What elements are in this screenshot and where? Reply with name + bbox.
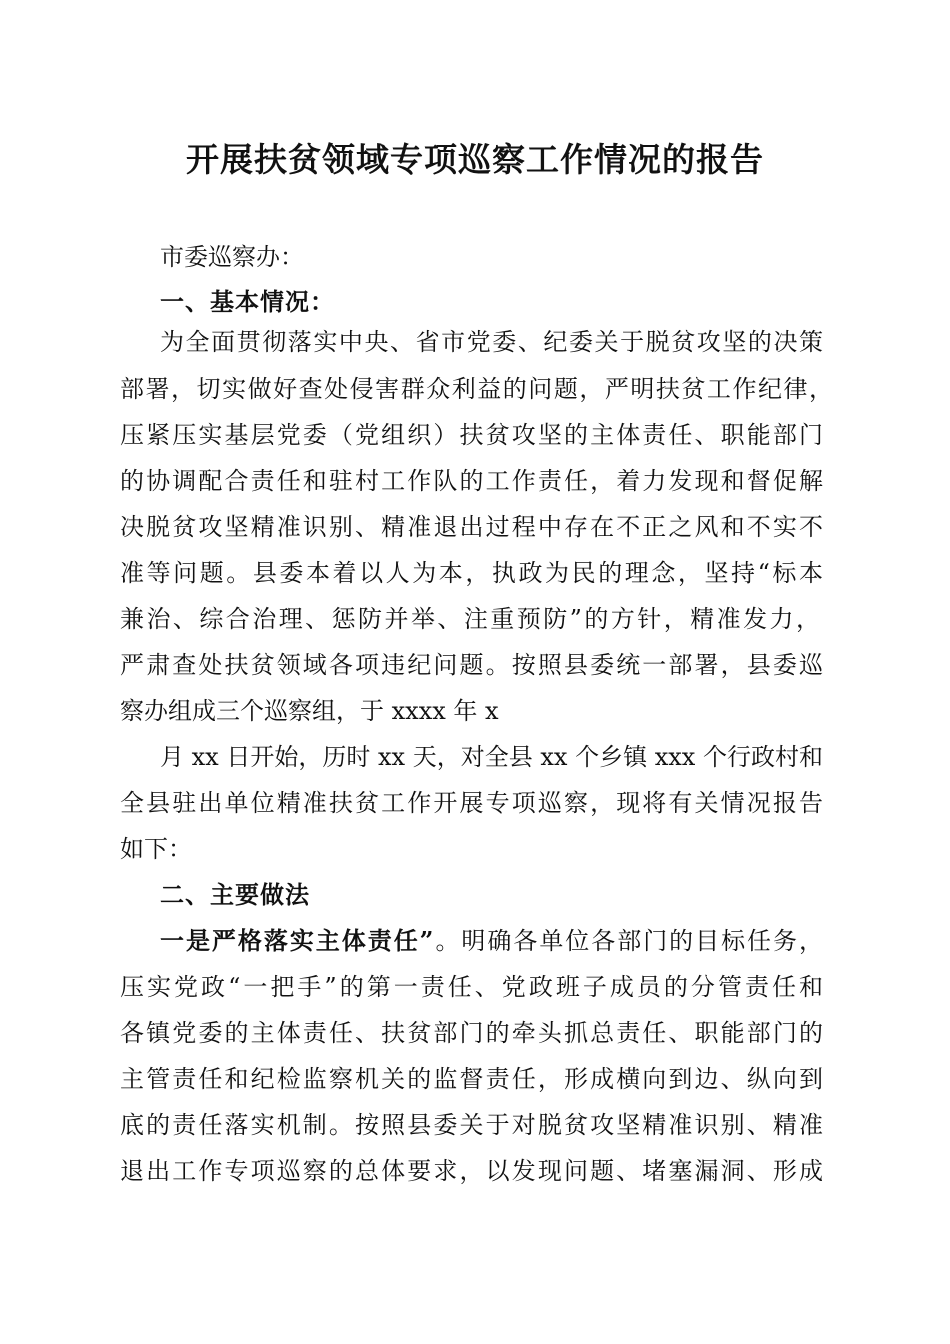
section1-para1-line: 察办组成三个巡察组，于 xxxx 年 x bbox=[120, 697, 499, 725]
section1-para2-line: 月 xx 日开始，历时 xx 天，对全县 xx 个乡镇 xxx 个行政村和 bbox=[160, 743, 823, 771]
section1-para2-line: 全县驻出单位精准扶贫工作开展专项巡察，现将有关情况报告 bbox=[120, 789, 823, 817]
section2-lead-rest: 。明确各单位各部门的目标任务， bbox=[433, 927, 823, 955]
section2-para1-line: 压实党政“一把手”的第一责任、党政班子成员的分管责任和 bbox=[120, 973, 823, 1001]
addressee: 市委巡察办： bbox=[160, 243, 304, 271]
section1-para1-line: 的协调配合责任和驻村工作队的工作责任，着力发现和督促解 bbox=[120, 467, 823, 495]
section1-para1-line: 严肃查处扶贫领域各项违纪问题。按照县委统一部署，县委巡 bbox=[120, 651, 823, 679]
section2-para1-line: 主管责任和纪检监察机关的监督责任，形成横向到边、纵向到 bbox=[120, 1065, 823, 1093]
section1-para1-line: 准等问题。县委本着以人为本，执政为民的理念，坚持“标本 bbox=[120, 559, 823, 587]
section1-para1-line: 部署，切实做好查处侵害群众利益的问题，严明扶贫工作纪律， bbox=[120, 375, 833, 403]
section2-para1-line: 各镇党委的主体责任、扶贫部门的牵头抓总责任、职能部门的 bbox=[120, 1019, 823, 1047]
section2-para1-line: 底的责任落实机制。按照县委关于对脱贫攻坚精准识别、精准 bbox=[120, 1111, 823, 1139]
section2-heading: 二、主要做法 bbox=[160, 881, 310, 909]
section1-para1-line: 为全面贯彻落实中央、省市党委、纪委关于脱贫攻坚的决策 bbox=[160, 328, 823, 356]
section1-para1-line: 决脱贫攻坚精准识别、精准退出过程中存在不正之风和不实不 bbox=[120, 513, 823, 541]
section2-para1-first-line bbox=[160, 924, 823, 958]
document-title: 开展扶贫领域专项巡察工作情况的报告 bbox=[186, 140, 764, 179]
section1-para2-line: 如下： bbox=[120, 835, 192, 863]
section1-para1-line: 压紧压实基层党委（党组织）扶贫攻坚的主体责任、职能部门 bbox=[120, 421, 823, 449]
section1-heading: 一、基本情况： bbox=[160, 288, 335, 316]
section2-para1-line: 退出工作专项巡察的总体要求，以发现问题、堵塞漏洞、形成 bbox=[120, 1157, 823, 1185]
section2-lead-phrase: 一是严格落实主体责任” bbox=[160, 926, 434, 955]
section1-para1-line: 兼治、综合治理、惩防并举、注重预防”的方针，精准发力， bbox=[120, 605, 820, 633]
